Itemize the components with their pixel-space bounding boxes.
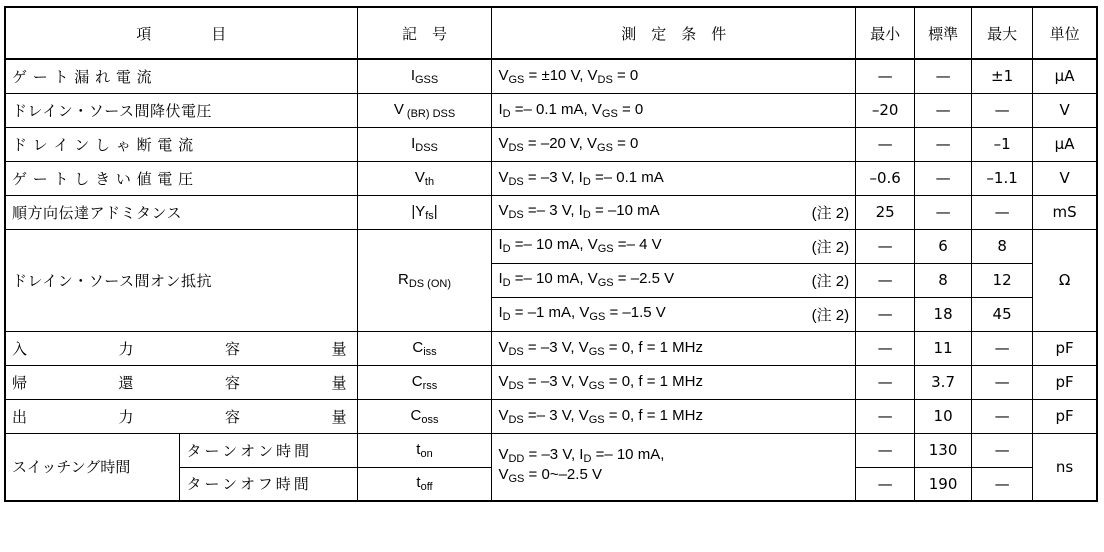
table-row [5, 127, 1097, 161]
max-cell: — [972, 195, 1033, 229]
symbol-cell: $C_{iss}$ [357, 331, 492, 365]
typ-cell: 130 [915, 433, 972, 467]
typ-cell: 6 [915, 229, 972, 263]
unit-cell: pF [1033, 331, 1097, 365]
table-row [5, 331, 1097, 365]
max-cell: — [972, 399, 1033, 433]
typ-cell: 18 [915, 297, 972, 331]
max-cell: — [972, 467, 1033, 501]
condition-cell: $I_D =- 10$ mA, $V_{GS} =- 4$ V (注 2) [492, 229, 856, 263]
subitem-cell: ターンオン時間 [180, 433, 357, 467]
typ-cell: — [915, 93, 972, 127]
header-row [5, 7, 1097, 59]
header-max: 最大 [972, 7, 1033, 59]
item-cell: 順方向伝達アドミタンス [5, 195, 357, 229]
item-cell: 帰 還 容 量 [5, 365, 357, 399]
symbol-cell: $t_{on}$ [357, 433, 492, 467]
condition-cell: $V_{DS} = -3$ V, $I_D =- 0.1$ mA [492, 161, 856, 195]
header-condition: 測 定 条 件 [492, 7, 856, 59]
note-label: (注 2) [811, 306, 850, 324]
symbol-cell: V $_{(BR) DSS}$ [357, 93, 492, 127]
table-row [5, 365, 1097, 399]
header-unit: 単位 [1033, 7, 1097, 59]
max-cell: 45 [972, 297, 1033, 331]
typ-cell: 3.7 [915, 365, 972, 399]
typ-cell: 10 [915, 399, 972, 433]
unit-cell: μA [1033, 127, 1097, 161]
header-item: 項 目 [5, 7, 357, 59]
table-row [5, 195, 1097, 229]
condition-cell: $V_{DS} = -3$ V, $V_{GS} = 0$, f = 1 MHz [492, 365, 856, 399]
unit-cell: pF [1033, 399, 1097, 433]
condition-cell: $V_{DS} =- 3$ V, $V_{GS} = 0$, f = 1 MHz [492, 399, 856, 433]
min-cell: — [856, 297, 915, 331]
typ-cell: 11 [915, 331, 972, 365]
item-cell: ゲ ー ト し き い 値 電 圧 [5, 161, 357, 195]
min-cell: — [856, 59, 915, 93]
header-symbol: 記 号 [357, 7, 492, 59]
header-typ: 標準 [915, 7, 972, 59]
spec-table [4, 6, 1098, 502]
unit-cell: V [1033, 161, 1097, 195]
max-cell: 8 [972, 229, 1033, 263]
header-min: 最小 [856, 7, 915, 59]
condition-cell: $V_{DS} = -3$ V, $V_{GS} = 0$, f = 1 MHz [492, 331, 856, 365]
min-cell: — [856, 331, 915, 365]
min-cell: — [856, 229, 915, 263]
item-cell: ドレイン・ソース間オン抵抗 [5, 229, 357, 331]
subitem-cell: ターンオフ時間 [180, 467, 357, 501]
condition-cell: $V_{DS} = -20$ V, $V_{GS} = 0$ [492, 127, 856, 161]
item-cell: スイッチング時間 [5, 433, 180, 501]
min-cell: — [856, 467, 915, 501]
typ-cell: — [915, 59, 972, 93]
unit-cell: ns [1033, 433, 1097, 501]
symbol-cell: $I_{GSS}$ [357, 59, 492, 93]
max-cell: –1.1 [972, 161, 1033, 195]
symbol-cell: $t_{off}$ [357, 467, 492, 501]
item-cell: ゲ ー ト 漏 れ 電 流 [5, 59, 357, 93]
min-cell: 25 [856, 195, 915, 229]
min-cell: — [856, 263, 915, 297]
min-cell: –0.6 [856, 161, 915, 195]
unit-cell: pF [1033, 365, 1097, 399]
min-cell: –20 [856, 93, 915, 127]
max-cell: — [972, 93, 1033, 127]
max-cell: –1 [972, 127, 1033, 161]
min-cell: — [856, 433, 915, 467]
condition-cell: $V_{DD} = -3$ V, $I_D =- 10$ mA, $V_{GS}$ = 0~–2.5 V [492, 433, 856, 501]
note-label: (注 2) [811, 238, 850, 256]
max-cell: — [972, 433, 1033, 467]
typ-cell: — [915, 195, 972, 229]
unit-cell: Ω [1033, 229, 1097, 331]
min-cell: — [856, 127, 915, 161]
condition-cell: $V_{GS} = \pm 10$ V, $V_{DS} = 0$ [492, 59, 856, 93]
symbol-cell: $I_{DSS}$ [357, 127, 492, 161]
max-cell: — [972, 365, 1033, 399]
max-cell: — [972, 331, 1033, 365]
condition-cell: $V_{DS} =- 3$ V, $I_D = -10$ mA (注 2) [492, 195, 856, 229]
symbol-cell: $V_{th}$ [357, 161, 492, 195]
table-row [5, 433, 1097, 467]
condition-cell: $I_D =- 0.1$ mA, $V_{GS} = 0$ [492, 93, 856, 127]
min-cell: — [856, 365, 915, 399]
item-cell: 入 力 容 量 [5, 331, 357, 365]
condition-cell: $I_D = -1$ mA, $V_{GS} = -1.5$ V (注 2) [492, 297, 856, 331]
typ-cell: — [915, 161, 972, 195]
typ-cell: 190 [915, 467, 972, 501]
symbol-cell: $C_{oss}$ [357, 399, 492, 433]
table-row [5, 93, 1097, 127]
typ-cell: — [915, 127, 972, 161]
max-cell: ±1 [972, 59, 1033, 93]
max-cell: 12 [972, 263, 1033, 297]
table-row [5, 161, 1097, 195]
unit-cell: mS [1033, 195, 1097, 229]
condition-cell: $I_D =- 10$ mA, $V_{GS} = -2.5$ V (注 2) [492, 263, 856, 297]
item-cell: ド レ イ ン し ゃ 断 電 流 [5, 127, 357, 161]
table-row [5, 59, 1097, 93]
item-cell: ドレイン・ソース間降伏電圧 [5, 93, 357, 127]
symbol-cell: $|Y_{fs}|$ [357, 195, 492, 229]
note-label: (注 2) [811, 204, 850, 222]
table-row [5, 399, 1097, 433]
unit-cell: μA [1033, 59, 1097, 93]
symbol-cell: $C_{rss}$ [357, 365, 492, 399]
unit-cell: V [1033, 93, 1097, 127]
table-row [5, 229, 1097, 263]
min-cell: — [856, 399, 915, 433]
typ-cell: 8 [915, 263, 972, 297]
symbol-cell: $R_{DS (ON)}$ [357, 229, 492, 331]
item-cell: 出 力 容 量 [5, 399, 357, 433]
note-label: (注 2) [811, 272, 850, 290]
